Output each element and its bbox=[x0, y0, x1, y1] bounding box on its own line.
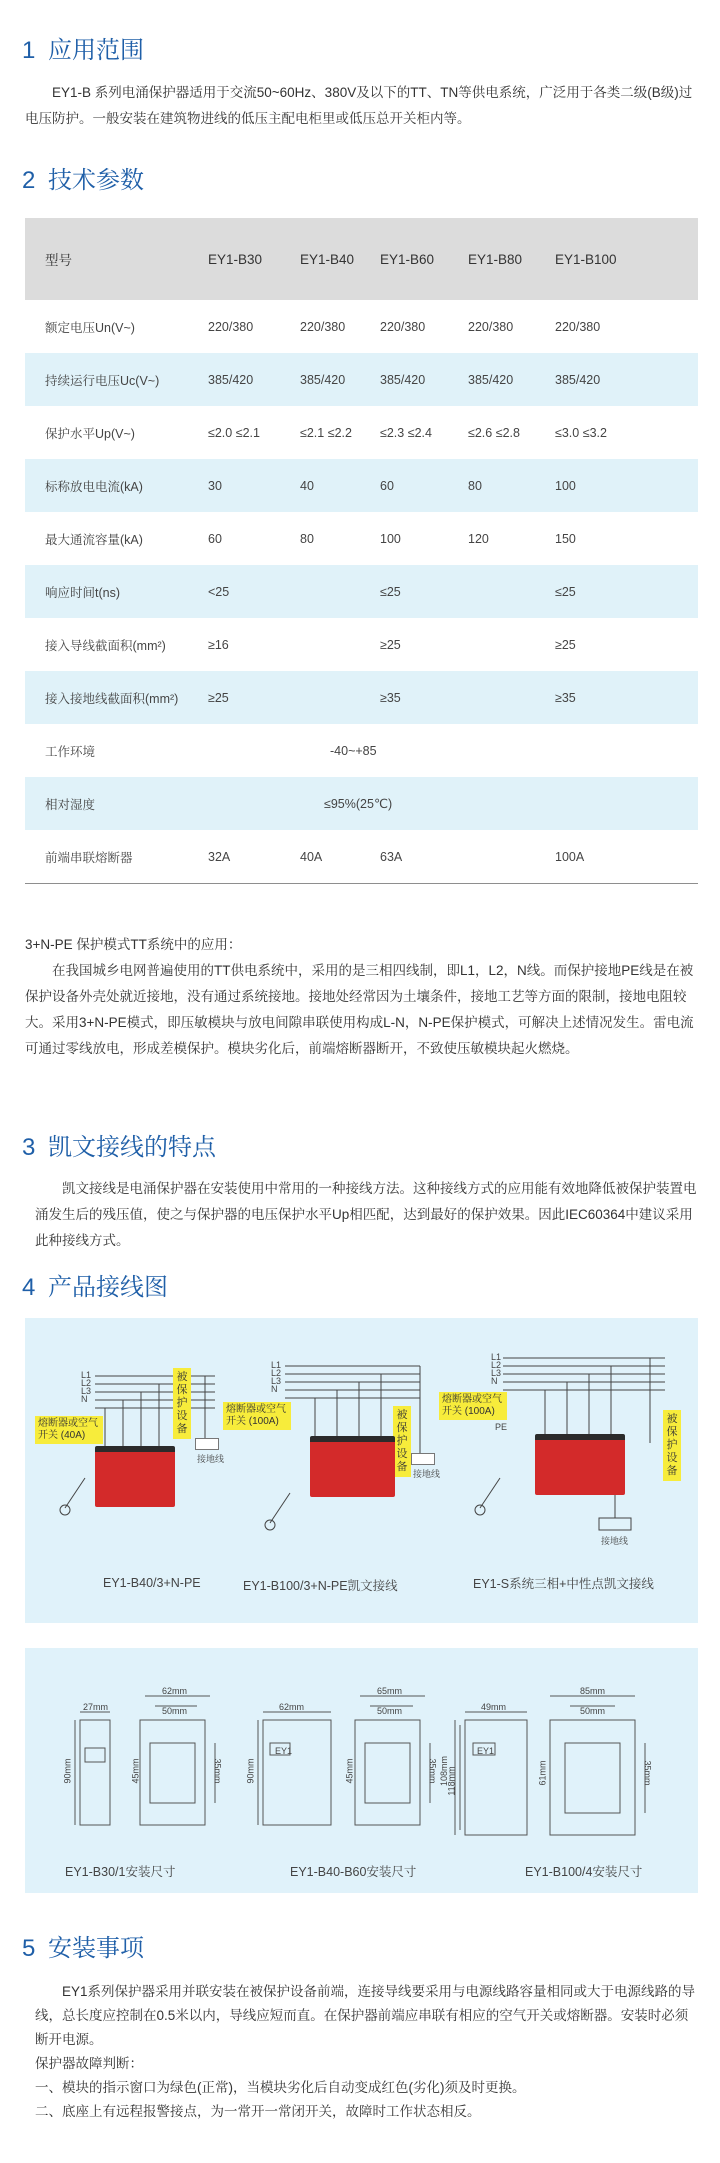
cell: 40A bbox=[300, 830, 380, 884]
section-1-heading: 1 应用范围 bbox=[22, 37, 144, 64]
cell: ≥16 bbox=[208, 637, 229, 652]
line-label-l1: L1 bbox=[81, 1370, 92, 1380]
cell: ≤25 bbox=[380, 565, 468, 618]
cell: 385/420 bbox=[300, 353, 380, 406]
protected-device-label: 被保护设备 bbox=[393, 1406, 411, 1477]
spd-module bbox=[535, 1434, 625, 1495]
row-label: 额定电压Un(V~) bbox=[45, 320, 135, 335]
dim-label: 49mm bbox=[481, 1702, 507, 1712]
cell: ≤95%(25℃) bbox=[300, 777, 468, 830]
spd-module bbox=[95, 1446, 175, 1507]
table-row bbox=[25, 830, 698, 884]
dim-label: 62mm bbox=[162, 1686, 188, 1696]
dim-label: 90mm bbox=[245, 1758, 256, 1784]
table-row bbox=[25, 777, 698, 830]
line-label-l1: L1 bbox=[491, 1352, 502, 1362]
line-label-n: N bbox=[271, 1384, 278, 1394]
cell: 220/380 bbox=[208, 319, 254, 334]
table-row bbox=[25, 353, 698, 406]
terminal-block bbox=[195, 1438, 219, 1450]
section-5-text: EY1系列保护器采用并联安装在被保护设备前端，连接导线要采用与电源线路容量相同或大于电源线路的导线，总长度应控制在0.5米以内，导线应短而直。在保护器前端应串联有相应的空气开关或熔断器。安装时必须断开电源。 保护器故障判断： 一、模块的指示窗口为绿色(正常)，当模块劣化后自动变成红色(劣化)须及时更换。 二、底座上有远程报警接点，为一常开一常闭开关，故障时工作状态相反。 bbox=[35, 1980, 698, 2124]
dimension-caption-1: EY1-B30/1安装尺寸 bbox=[65, 1865, 176, 1879]
dim-label: 50mm bbox=[580, 1706, 606, 1716]
cell: 100A bbox=[555, 830, 698, 884]
header-model: 型号 bbox=[25, 218, 208, 300]
dim-tag: EY1 bbox=[275, 1746, 293, 1756]
ground-wire-label: 接地线 bbox=[601, 1536, 629, 1546]
dim-label: 65mm bbox=[377, 1686, 403, 1696]
cell: 80 bbox=[468, 459, 555, 512]
row-label: 保护水平Up(V~) bbox=[45, 426, 135, 441]
dim-label: 45mm bbox=[130, 1758, 141, 1784]
cell: 220/380 bbox=[468, 319, 514, 334]
row-label: 响应时间t(ns) bbox=[25, 565, 208, 618]
line-label-n: N bbox=[491, 1376, 498, 1386]
table-row bbox=[25, 512, 698, 565]
cell: 63A bbox=[380, 830, 468, 884]
cell: 220/380 bbox=[555, 319, 601, 334]
table-row bbox=[25, 618, 698, 671]
header-col: EY1-B40 bbox=[300, 218, 380, 300]
line-label-l3: L3 bbox=[81, 1386, 92, 1396]
section-4-heading: 4 产品接线图 bbox=[22, 1274, 168, 1301]
row-label: 持续运行电压Uc(V~) bbox=[25, 353, 208, 406]
header-col: EY1-B60 bbox=[380, 218, 468, 300]
dim-label: 61mm bbox=[537, 1760, 548, 1786]
table-row bbox=[25, 565, 698, 618]
cell: 385/420 bbox=[208, 353, 300, 406]
cell: 30 bbox=[208, 459, 300, 512]
ground-wire-label: 接地线 bbox=[197, 1454, 225, 1464]
section-1-title: 应用范围 bbox=[48, 37, 144, 64]
row-label: 接入接地线截面积(mm²) bbox=[25, 671, 208, 724]
cell: 32A bbox=[208, 830, 300, 884]
cell: 385/420 bbox=[555, 353, 698, 406]
table-row bbox=[25, 406, 698, 459]
breaker-100a-label: 熔断器或空气开关 (100A) bbox=[439, 1392, 507, 1420]
fault-title: 保护器故障判断： bbox=[35, 2056, 143, 2071]
cell: ≥35 bbox=[555, 671, 698, 724]
fault-item-1: 一、模块的指示窗口为绿色(正常)，当模块劣化后自动变成红色(劣化)须及时更换。 bbox=[35, 2080, 526, 2095]
section-3-title: 凯文接线的特点 bbox=[48, 1134, 216, 1161]
dim-label: 35mm bbox=[427, 1758, 438, 1784]
cell: 100 bbox=[380, 531, 401, 546]
section-1-text: EY1-B 系列电涌保护器适用于交流50~60Hz、380V及以下的TT、TN等供电系统，广泛用于各类二级(B级)过电压防护。一般安装在建筑物进线的低压主配电柜里或低压总开关柜内等。 bbox=[25, 85, 693, 126]
section-3-text: 凯文接线是电涌保护器在安装使用中常用的一种接线方法。这种接线方式的应用能有效地降低被保护装置电涌发生后的残压值，使之与保护器的电压保护水平Up相匹配，达到最好的保护效果。因此IEC60364中建议采用此种接线方式。 bbox=[35, 1181, 697, 1248]
cell: 385/420 bbox=[380, 353, 468, 406]
row-label: 接入导线截面积(mm²) bbox=[45, 638, 166, 653]
dim-label: 45mm bbox=[344, 1758, 355, 1784]
row-label: 前端串联熔断器 bbox=[25, 830, 208, 884]
section-2-title: 技术参数 bbox=[48, 167, 144, 194]
dim-label: 62mm bbox=[279, 1702, 305, 1712]
cell: ≤2.1 ≤2.2 bbox=[300, 425, 352, 440]
section-2-heading: 2 技术参数 bbox=[22, 167, 144, 194]
tt-system-title: 3+N-PE 保护模式TT系统中的应用： bbox=[25, 937, 242, 952]
dim-tag: EY1 bbox=[477, 1746, 495, 1756]
tt-system-text: 3+N-PE 保护模式TT系统中的应用： 在我国城乡电网普遍使用的TT供电系统中，采用的是三相四线制，即L1，L2，N线。而保护接地PE线是在被保护设备外壳处就近接地，没有通过系统接地。接地处经常因为土壤条件，接地工艺等方面的限制，接地电阻较大。采用3+N-PE模式，即压敏模块与放电间隙串联使用构成L-N，N-PE保护模式，可解决上述情况发生。雷电流可通过零线放电，形成差模保护。模块劣化后，前端熔断器断开，不致使压敏模块起火燃烧。 bbox=[25, 932, 698, 1062]
line-label-l2: L2 bbox=[491, 1360, 502, 1370]
cell: 220/380 bbox=[300, 319, 346, 334]
dimension-diagram-panel bbox=[25, 1648, 698, 1893]
dim-label: 50mm bbox=[162, 1706, 188, 1716]
table-row bbox=[25, 671, 698, 724]
section-5-title: 安装事项 bbox=[48, 1935, 144, 1962]
section-3-heading: 3 凯文接线的特点 bbox=[22, 1134, 216, 1161]
dim-label: 90mm bbox=[62, 1758, 73, 1784]
dim-label: 35mm bbox=[212, 1758, 223, 1784]
cell: <25 bbox=[208, 565, 300, 618]
dim-label: 85mm bbox=[580, 1686, 606, 1696]
wiring-diagram-panel bbox=[25, 1318, 698, 1623]
spec-table-header bbox=[25, 218, 698, 300]
fault-item-2: 二、底座上有远程报警接点，为一常开一常闭开关，故障时工作状态相反。 bbox=[35, 2104, 481, 2119]
cell: ≥35 bbox=[380, 671, 468, 724]
row-label: 工作环境 bbox=[45, 744, 96, 759]
cell: 60 bbox=[380, 459, 468, 512]
dimension-caption-3: EY1-B100/4安装尺寸 bbox=[525, 1865, 643, 1879]
protected-device-label: 被保护设备 bbox=[173, 1368, 191, 1439]
cell: ≥25 bbox=[380, 637, 401, 652]
cell: 40 bbox=[300, 459, 380, 512]
wiring-caption-3: EY1-S系统三相+中性点凯文接线 bbox=[473, 1577, 654, 1591]
spec-table bbox=[25, 218, 698, 884]
dim-label: 50mm bbox=[377, 1706, 403, 1716]
cell: ≤2.3 ≤2.4 bbox=[380, 425, 432, 440]
cell: 120 bbox=[468, 531, 489, 546]
row-label: 标称放电电流(kA) bbox=[25, 459, 208, 512]
cell: -40~+85 bbox=[330, 743, 377, 758]
cell: ≤3.0 ≤3.2 bbox=[555, 425, 607, 440]
dim-label: 27mm bbox=[83, 1702, 109, 1712]
line-label-l2: L2 bbox=[81, 1378, 92, 1388]
header-col: EY1-B80 bbox=[468, 218, 555, 300]
cell: 100 bbox=[555, 459, 698, 512]
header-col: EY1-B30 bbox=[208, 218, 300, 300]
cell: 385/420 bbox=[468, 353, 555, 406]
cell: 80 bbox=[300, 531, 314, 546]
terminal-block bbox=[411, 1453, 435, 1465]
line-label-n: N bbox=[81, 1394, 88, 1404]
dim-label: 108mm bbox=[439, 1755, 450, 1787]
table-row bbox=[25, 459, 698, 512]
spd-module bbox=[310, 1436, 395, 1497]
breaker-40a-label: 熔断器或空气开关 (40A) bbox=[35, 1416, 103, 1444]
dim-label: 118mm bbox=[446, 1766, 457, 1796]
dim-label: 35mm bbox=[642, 1760, 653, 1786]
cell: 220/380 bbox=[380, 319, 426, 334]
cell: ≤2.6 ≤2.8 bbox=[468, 425, 520, 440]
cell: 60 bbox=[208, 531, 222, 546]
row-label: 最大通流容量(kA) bbox=[45, 532, 143, 547]
cell: ≤25 bbox=[555, 565, 698, 618]
wiring-caption-2: EY1-B100/3+N-PE凯文接线 bbox=[243, 1579, 398, 1593]
section-5-heading: 5 安装事项 bbox=[22, 1935, 144, 1962]
cell: ≥25 bbox=[555, 637, 576, 652]
wiring-caption-1: EY1-B40/3+N-PE bbox=[103, 1576, 201, 1590]
line-label-l3: L3 bbox=[271, 1376, 282, 1386]
line-label-l3: L3 bbox=[491, 1368, 502, 1378]
header-col: EY1-B100 bbox=[555, 218, 698, 300]
section-4-title: 产品接线图 bbox=[48, 1274, 168, 1301]
row-label: 相对湿度 bbox=[25, 777, 208, 830]
pe-label: PE bbox=[495, 1422, 508, 1432]
breaker-100a-label: 熔断器或空气开关 (100A) bbox=[223, 1402, 291, 1430]
table-row bbox=[25, 724, 698, 777]
protected-device-label: 被保护设备 bbox=[663, 1410, 681, 1481]
dimension-lines bbox=[25, 1648, 698, 1893]
cell: ≤2.0 ≤2.1 bbox=[208, 425, 260, 440]
line-label-l1: L1 bbox=[271, 1360, 282, 1370]
line-label-l2: L2 bbox=[271, 1368, 282, 1378]
cell: 150 bbox=[555, 531, 576, 546]
table-row bbox=[25, 300, 698, 353]
cell: ≥25 bbox=[208, 671, 300, 724]
dimension-caption-2: EY1-B40-B60安装尺寸 bbox=[290, 1865, 417, 1879]
ground-wire-label: 接地线 bbox=[413, 1469, 441, 1479]
